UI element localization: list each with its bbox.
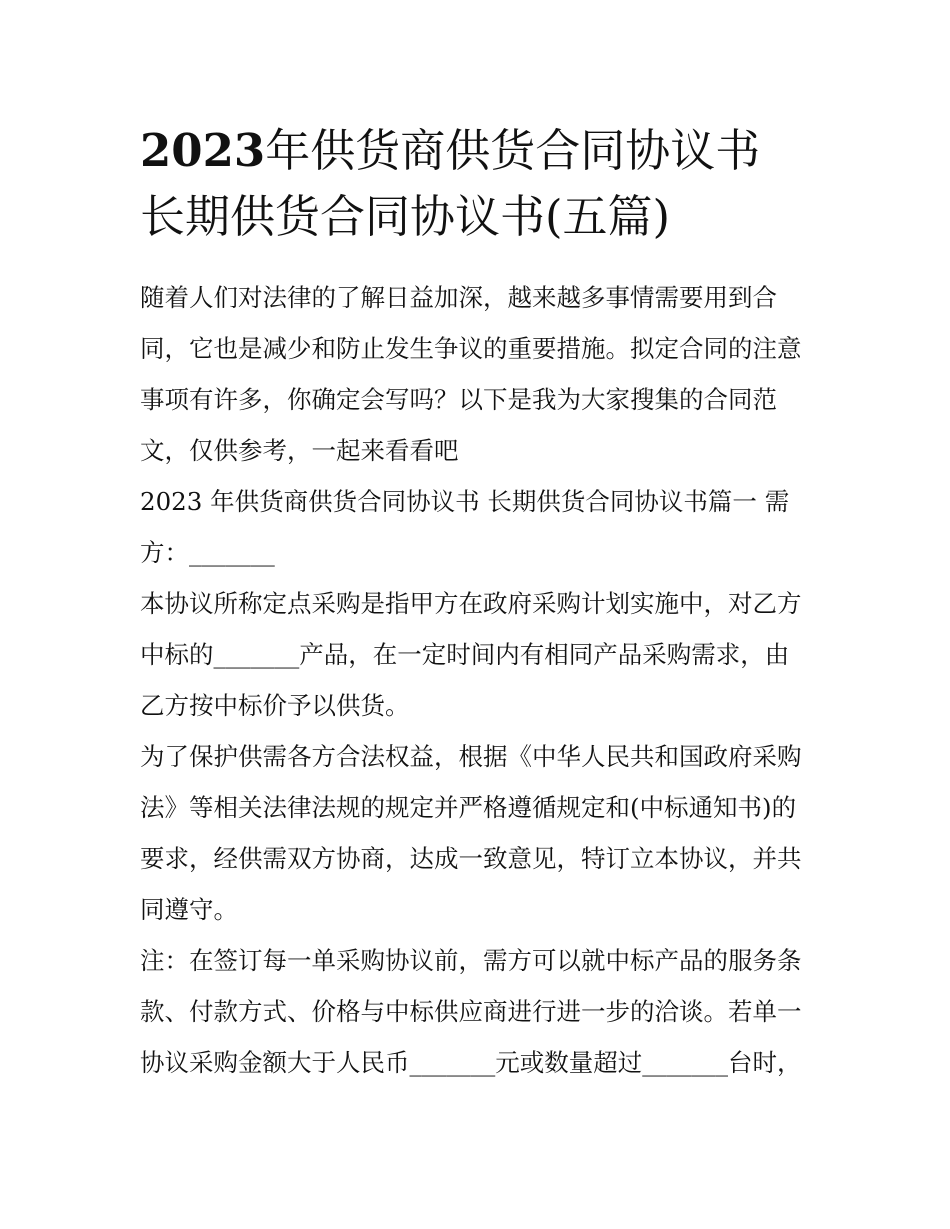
paragraph-line: 乙方按中标价予以供货。 [140,691,410,720]
note-paragraph [140,935,820,1088]
paragraph-line: 注：在签订每一单采购协议前，需方可以就中标产品的服务条 [140,946,802,975]
paragraph-line: 款、付款方式、价格与中标供应商进行进一步的洽谈。若单一 [140,997,802,1026]
paragraph-line: 事项有许多，你确定会写吗？以下是我为大家搜集的合同范 [140,385,777,414]
intro-paragraph [140,272,820,476]
document-title [140,118,820,250]
title-line-1 [140,118,820,184]
paragraph-line: 要求，经供需双方协商，达成一致意见，特订立本协议，并共 [140,844,802,873]
section-heading-paragraph [140,476,820,578]
paragraph-line: 随着人们对法律的了解日益加深，越来越多事情需要用到合 [140,283,777,312]
title-line-1-text: 年供货商供货合同协议书 [265,124,761,177]
paragraph-line: 同遵守。 [140,895,238,924]
paragraph-line: 中标的_______产品，在一定时间内有相同产品采购需求，由 [140,640,790,669]
paragraph-line: 为了保护供需各方合法权益，根据《中华人民共和国政府采购 [140,742,802,771]
paragraph-line: 方：_______ [140,538,275,567]
paragraph-line: 协议采购金额大于人民币_______元或数量超过_______台时， [140,1048,802,1077]
paragraph-line: 同，它也是减少和防止发生争议的重要措施。拟定合同的注意 [140,334,802,363]
paragraph-line: 2023 年供货商供货合同协议书 长期供货合同协议书篇一 需 [140,487,790,516]
title-line-2: 长期供货合同协议书(五篇) [140,190,671,243]
paragraph-line: 法》等相关法律法规的规定并严格遵循规定和(中标通知书)的 [140,793,797,822]
paragraph-line: 本协议所称定点采购是指甲方在政府采购计划实施中，对乙方 [140,589,802,618]
title-year: 2023 [140,124,266,177]
document-page [140,118,820,1088]
paragraph-line: 文，仅供参考，一起来看看吧 [140,436,459,465]
purpose-paragraph [140,731,820,935]
definition-paragraph [140,578,820,731]
